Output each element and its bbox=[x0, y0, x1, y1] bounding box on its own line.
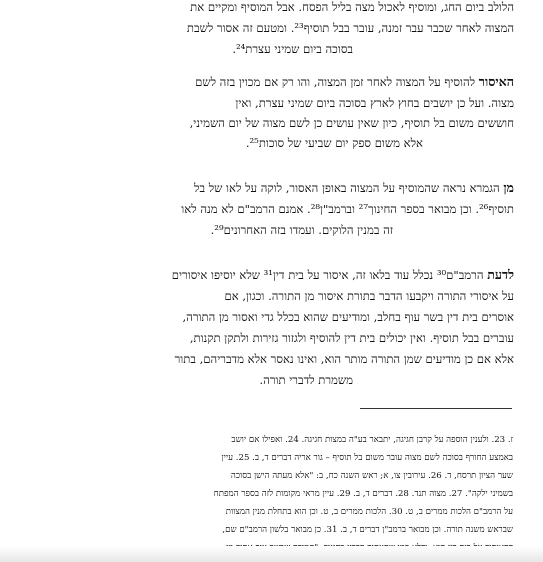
paragraph-4-line-1-text: הרמב"ם³⁰ נכלל עוד בלאו זה, איסור על בית דין³¹ שלא יוסיפו איסורים bbox=[171, 268, 484, 282]
paragraph-3-line-1-text: הגמרא נראה שהמוסיף על המצוה באופן האסור, לוקה על לאו של בל bbox=[194, 181, 500, 195]
page-bottom-shadow bbox=[0, 546, 543, 562]
paragraph-4-line-1 bbox=[172, 268, 514, 282]
paragraph-4-lead-word: לדעת bbox=[487, 267, 514, 282]
paragraph-3-lead-word: מן bbox=[503, 180, 514, 195]
paragraph-2-lead-word: האיסור bbox=[478, 74, 514, 89]
paragraph-2-line-4: אלא משום ספק יום שביעי של סוכות²⁵. bbox=[245, 136, 423, 150]
paragraph-4-line-3: אוסרים בית דין בשר עוף בחלב, ומודיעים שהוא בכלל גדי ואסור מן התורה, bbox=[182, 310, 514, 324]
footnote-line-1: ז. 23. ולענין הוספה על קרבן חגיגה, יתבאר בע"ה במצות חגיגה. 24. ואפילו אם יושב bbox=[231, 435, 513, 445]
paragraph-3-line-2: תוסיף²⁶. וכן מבואר בספר החינוך²⁷ וברמב"ן²⁸. אמנם הרמב"ם לא מנה לאו bbox=[181, 202, 514, 216]
paragraph-3-line-1 bbox=[194, 181, 514, 195]
footnote-line-3: שער הציון תרסח, ד. 26. עירובין צו, א; ראש השנה כח, ב: "אלא מעתה הישן בסוכה bbox=[230, 471, 513, 481]
footnote-line-5: על הרמב"ם הלכות ממרים ב, ט. 30. הלכות ממרים ב, ט. וכן הוא בתחלת מנין המצוות bbox=[225, 507, 513, 517]
paragraph-3-line-3: זה במנין הלוקים. ועמדו בזה האחרונים²⁹. bbox=[210, 223, 393, 237]
paragraph-2-line-1-text: להוסיף על המצוה לאחר זמן המצוה, והו רק אם מכוין בזה לשם bbox=[195, 75, 476, 89]
footnote-line-2: באמצע החורף בסוכה לשם מצוה עובר משום בל תוסיף – גור אריה דברים ד, ב. 25. עיין bbox=[221, 453, 513, 463]
paragraph-4-line-4: עוברים בבל תוסיף. ואין יכולים בית דין להוסיף ולגזור גזירות ולתקן תקנות, bbox=[189, 331, 514, 345]
paragraph-2-line-2: מצוה. ועל כן יושבים בחוץ לארץ בסוכה ביום שמיני עצרת, ואין bbox=[235, 96, 514, 110]
footnote-line-6: שבראש משנה תורה. וכן מבואר ברמב"ן דברים ד, ב. 31. כן מבואר בלשון הרמב"ם שם, bbox=[222, 525, 513, 535]
paragraph-4-line-6: משמרת לדברי תורה. bbox=[259, 373, 353, 387]
paragraph-1-line-1: הלולב ביום החג, ומוסיף לאכול מצה בליל הפסח. אבל המוסיף ומקיים את bbox=[190, 0, 514, 14]
paragraph-4-line-5: אלא אם כן מודיעים שמן התורה מותר הוא, ואינו נאסר אלא מדבריהם, בתור bbox=[174, 352, 514, 366]
footnote-line-4: בשמיני ילקה". 27. מצוה תנד. 28. דברים ד, ב. 29. עיין מראי מקומות לזה בספר המפתח bbox=[213, 489, 513, 499]
paragraph-1-line-3: בסוכה ביום שמיני עצרת²⁴. bbox=[232, 42, 353, 56]
paragraph-2-line-1 bbox=[195, 75, 514, 89]
footnote-separator bbox=[360, 408, 512, 409]
paragraph-1-line-2: המצוה לאחר שכבר עבר זמנה, עובר בבל תוסיף²³. ומטעם זה אסור לשבת bbox=[186, 21, 514, 35]
paragraph-4-line-2: על איסורי התורה ויקבעו הדבר בתורת איסור מן התורה. וכגון, אם bbox=[224, 289, 514, 303]
paragraph-2-line-3: חוששים משום בל תוסיף, כיון שאין עושים כן לשם מצוה של יום השמיני, bbox=[189, 116, 514, 130]
